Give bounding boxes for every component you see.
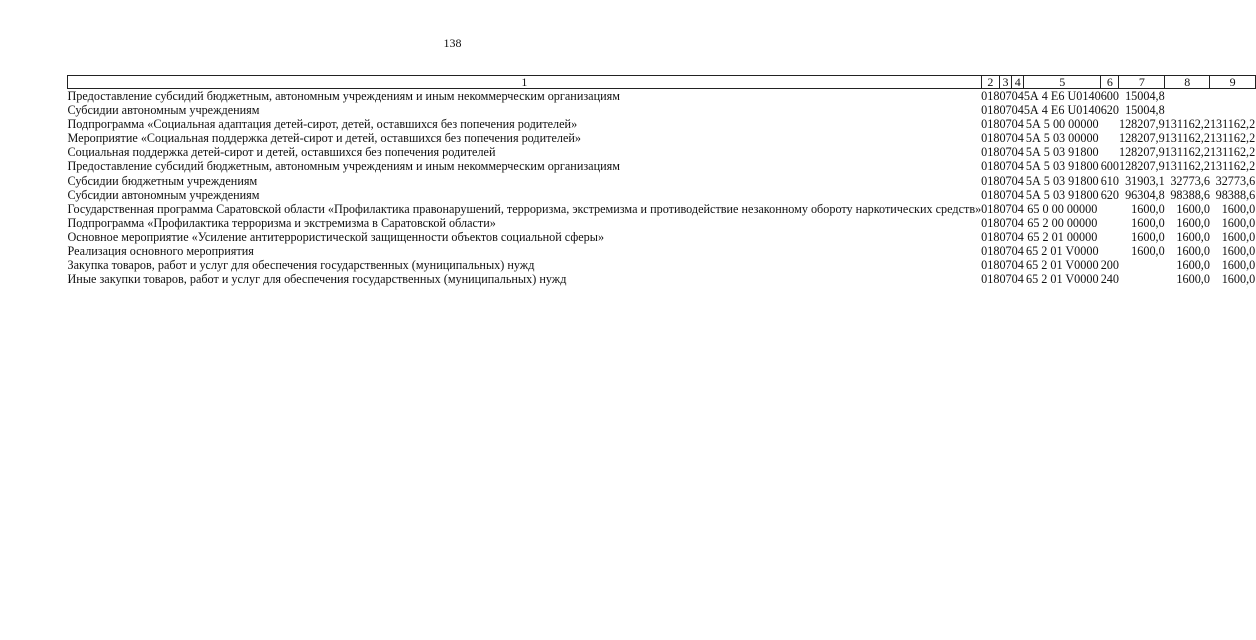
item-name: Основное мероприятие «Усиление антитеррористической защищенности объектов социальной сферы» (67, 229, 605, 244)
amount-year-1: 15004,8 (1125, 89, 1165, 103)
amount-year-1: 1600,0 (1131, 229, 1165, 244)
code-ministry: 018 (981, 103, 1000, 118)
code-section: 07 (999, 215, 1012, 230)
code-section: 07 (999, 89, 1012, 103)
code-target-article: 65 2 01 00000 (1027, 229, 1098, 244)
header-col-1: 1 (68, 76, 982, 89)
table-row (68, 230, 1256, 244)
amount-year-2 (1165, 103, 1210, 117)
amount-year-3: 131162,2 (1209, 159, 1256, 174)
amount-year-1: 1600,0 (1131, 201, 1165, 216)
amount-year-3: 1600,0 (1221, 244, 1256, 259)
amount-year-1: 1600,0 (1131, 244, 1165, 259)
amount-year-3: 32773,6 (1215, 173, 1256, 188)
amount-year-2 (1165, 89, 1210, 104)
code-section: 07 (999, 272, 1012, 287)
header-col-4: 4 (1012, 76, 1024, 89)
amount-year-2: 131162,2 (1164, 117, 1210, 132)
table-row (68, 159, 1256, 173)
header-col-9: 9 (1210, 76, 1255, 89)
amount-year-1 (1119, 258, 1165, 272)
code-target-article: 65 2 01 V0000 (1025, 244, 1099, 259)
code-expense-type (1101, 145, 1119, 159)
item-name: Субсидии автономным учреждениям (67, 187, 260, 202)
code-subsection: 04 (1011, 201, 1024, 216)
table-row (68, 117, 1256, 131)
code-section: 07 (999, 258, 1012, 273)
code-ministry: 018 (981, 272, 1000, 287)
code-target-article: 5А 4 Е6 U0140 (1023, 89, 1101, 103)
amount-year-2: 1600,0 (1176, 229, 1210, 244)
code-section: 07 (999, 201, 1012, 216)
table-row (68, 174, 1256, 188)
item-name: Мероприятие «Социальная поддержка детей-сирот и детей, оставшихся без попечения родителей» (67, 131, 581, 146)
header-col-2: 2 (981, 76, 999, 89)
code-subsection: 04 (1011, 215, 1024, 230)
header-col-5: 5 (1024, 76, 1101, 89)
table-row (68, 216, 1256, 230)
code-expense-type: 200 (1100, 258, 1119, 273)
code-expense-type: 600 (1100, 159, 1119, 174)
amount-year-1: 96304,8 (1125, 187, 1165, 202)
item-name: Реализация основного мероприятия (67, 244, 254, 259)
code-section: 07 (999, 159, 1012, 174)
code-subsection: 04 (1011, 159, 1024, 174)
code-section: 07 (999, 173, 1012, 188)
amount-year-2: 131162,2 (1164, 131, 1210, 146)
code-subsection: 04 (1011, 89, 1024, 103)
code-expense-type: 620 (1100, 187, 1119, 202)
code-subsection: 04 (1011, 173, 1024, 188)
amount-year-1: 128207,9 (1118, 131, 1165, 146)
amount-year-1: 128207,9 (1118, 159, 1165, 174)
code-subsection: 04 (1011, 272, 1024, 287)
amount-year-1: 31903,1 (1125, 173, 1165, 188)
code-target-article: 65 2 01 V0000 (1025, 272, 1099, 287)
code-section: 07 (999, 229, 1012, 244)
code-ministry: 018 (981, 201, 1000, 216)
table-row (68, 258, 1256, 272)
amount-year-3 (1210, 103, 1255, 117)
table-row (68, 244, 1256, 258)
table-row (68, 188, 1256, 202)
code-ministry: 018 (981, 215, 1000, 230)
code-target-article: 5А 5 03 91800 (1025, 145, 1099, 160)
code-expense-type (1101, 230, 1119, 244)
code-expense-type (1101, 244, 1119, 258)
code-section: 07 (999, 117, 1012, 132)
code-subsection: 04 (1011, 244, 1024, 259)
code-target-article: 65 2 00 00000 (1027, 215, 1098, 230)
item-name: Подпрограмма «Социальная адаптация детей-сирот, детей, оставшихся без попечения родителей» (67, 117, 578, 132)
item-name: Предоставление субсидий бюджетным, автономным учреждениям и иным некоммерческим организациям (67, 89, 620, 103)
amount-year-3: 131162,2 (1209, 117, 1256, 132)
code-ministry: 018 (981, 258, 1000, 273)
table-body (68, 89, 1256, 287)
code-target-article: 65 2 01 V0000 (1025, 258, 1099, 273)
code-target-article: 65 0 00 00000 (1027, 201, 1098, 216)
code-target-article: 5А 5 03 00000 (1025, 131, 1099, 146)
amount-year-2: 1600,0 (1176, 258, 1210, 273)
header-col-7: 7 (1119, 76, 1165, 89)
code-subsection: 04 (1011, 117, 1024, 132)
page-number: 138 (443, 36, 462, 50)
item-name: Предоставление субсидий бюджетным, автономным учреждениям и иным некоммерческим организациям (67, 159, 620, 174)
amount-year-3: 1600,0 (1221, 215, 1256, 230)
header-col-3: 3 (999, 76, 1011, 89)
code-expense-type (1101, 117, 1119, 131)
item-name: Подпрограмма «Профилактика терроризма и экстремизма в Саратовской области» (67, 215, 496, 230)
amount-year-1: 128207,9 (1118, 117, 1165, 132)
amount-year-2: 32773,6 (1170, 173, 1210, 188)
code-ministry: 018 (981, 187, 1000, 202)
code-ministry: 018 (981, 145, 1000, 160)
amount-year-3 (1210, 89, 1255, 104)
amount-year-3: 1600,0 (1221, 272, 1256, 287)
header-col-8: 8 (1165, 76, 1210, 89)
table-row (68, 103, 1256, 117)
code-section: 07 (999, 145, 1012, 160)
code-subsection: 04 (1011, 187, 1024, 202)
item-name: Государственная программа Саратовской области «Профилактика правонарушений, терроризма, экстремизма и противодействие незаконному обороту наркотических средств» (67, 201, 982, 216)
amount-year-1: 128207,9 (1118, 145, 1165, 160)
code-target-article: 5А 5 03 91800 (1025, 173, 1099, 188)
amount-year-3: 98388,6 (1215, 187, 1256, 202)
item-name: Субсидии автономным учреждениям (67, 103, 260, 118)
table-row (68, 131, 1256, 145)
amount-year-2: 98388,6 (1170, 187, 1210, 202)
code-ministry: 018 (981, 89, 1000, 103)
amount-year-2: 131162,2 (1164, 145, 1210, 160)
header-row (68, 76, 1256, 89)
amount-year-3: 1600,0 (1221, 229, 1256, 244)
code-target-article: 5А 5 03 91800 (1025, 159, 1099, 174)
item-name: Субсидии бюджетным учреждениям (67, 173, 258, 188)
code-section: 07 (999, 103, 1012, 118)
table-row (68, 145, 1256, 159)
amount-year-3: 1600,0 (1221, 258, 1256, 273)
code-target-article: 5А 5 00 00000 (1025, 117, 1099, 132)
code-expense-type (1101, 131, 1119, 145)
code-expense-type: 240 (1100, 272, 1119, 287)
amount-year-3: 131162,2 (1209, 145, 1256, 160)
amount-year-1: 1600,0 (1131, 215, 1165, 230)
amount-year-2: 1600,0 (1176, 215, 1210, 230)
code-section: 07 (999, 187, 1012, 202)
table-row (68, 202, 1256, 216)
code-target-article: 5А 5 03 91800 (1025, 187, 1099, 202)
amount-year-2: 1600,0 (1176, 244, 1210, 259)
code-ministry: 018 (981, 244, 1000, 259)
code-expense-type (1101, 216, 1119, 230)
amount-year-1 (1119, 272, 1165, 286)
item-name: Закупка товаров, работ и услуг для обеспечения государственных (муниципальных) нужд (67, 258, 535, 273)
table-row (68, 272, 1256, 286)
code-ministry: 018 (981, 117, 1000, 132)
table-row (68, 89, 1256, 104)
code-expense-type: 610 (1100, 173, 1119, 188)
code-subsection: 04 (1011, 258, 1024, 273)
budget-table (67, 75, 1256, 286)
header-col-6: 6 (1101, 76, 1119, 89)
code-ministry: 018 (981, 229, 1000, 244)
code-expense-type: 620 (1100, 103, 1119, 118)
amount-year-3: 1600,0 (1221, 201, 1256, 216)
code-section: 07 (999, 244, 1012, 259)
code-subsection: 04 (1011, 131, 1024, 146)
amount-year-2: 1600,0 (1176, 201, 1210, 216)
amount-year-2: 131162,2 (1164, 159, 1210, 174)
code-ministry: 018 (981, 159, 1000, 174)
amount-year-3: 131162,2 (1209, 131, 1256, 146)
code-subsection: 04 (1011, 145, 1024, 160)
code-ministry: 018 (981, 131, 1000, 146)
code-target-article: 5А 4 Е6 U0140 (1023, 103, 1101, 118)
item-name: Социальная поддержка детей-сирот и детей, оставшихся без попечения родителей (67, 145, 496, 160)
code-subsection: 04 (1011, 103, 1024, 118)
code-subsection: 04 (1011, 229, 1024, 244)
code-expense-type (1101, 202, 1119, 216)
code-section: 07 (999, 131, 1012, 146)
amount-year-2: 1600,0 (1176, 272, 1210, 287)
code-expense-type: 600 (1100, 89, 1119, 103)
amount-year-1: 15004,8 (1125, 103, 1165, 118)
code-ministry: 018 (981, 173, 1000, 188)
item-name: Иные закупки товаров, работ и услуг для обеспечения государственных (муниципальных) нужд (67, 272, 567, 287)
